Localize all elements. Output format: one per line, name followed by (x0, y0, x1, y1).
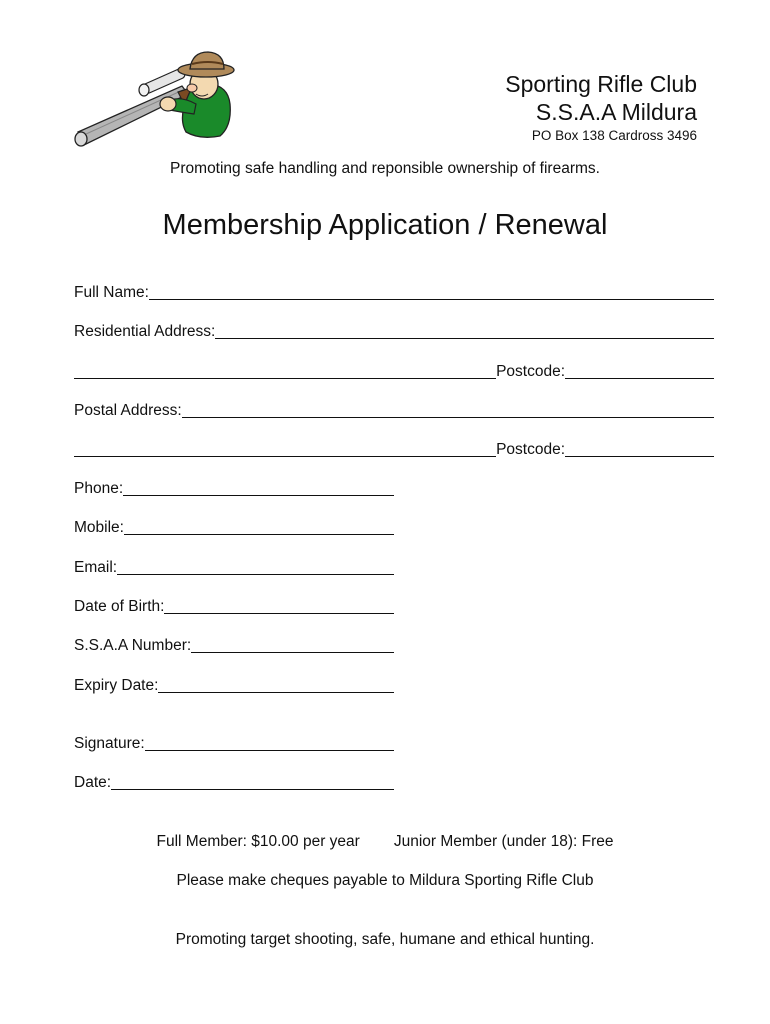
cheques-note: Please make cheques payable to Mildura Sporting Rifle Club (176, 872, 594, 889)
email-field[interactable] (117, 560, 394, 575)
residential-address-field[interactable] (215, 324, 714, 339)
email-label: Email: (74, 559, 118, 576)
mobile-row (74, 517, 394, 537)
postal-address-row (74, 400, 714, 420)
mobile-label: Mobile: (74, 519, 124, 536)
residential-postcode-field[interactable] (565, 364, 714, 379)
membership-fees (0, 833, 770, 851)
residential-postcode-row (74, 361, 714, 381)
rifleman-cartoon-icon (70, 48, 245, 156)
signature-row (74, 733, 394, 753)
tagline-top: Promoting safe handling and reponsible ownership of firearms. (170, 160, 600, 177)
residential-address-label: Residential Address: (74, 323, 216, 340)
full-member-fee: Full Member: $10.00 per year (156, 833, 360, 850)
full-name-row (74, 282, 714, 302)
postcode-label: Postcode: (496, 363, 565, 380)
dob-label: Date of Birth: (74, 598, 165, 615)
dob-row (74, 596, 394, 616)
date-label: Date: (74, 774, 112, 791)
expiry-date-field[interactable] (158, 678, 394, 693)
date-field[interactable] (111, 775, 394, 790)
signature-label: Signature: (74, 735, 145, 752)
signature-field[interactable] (145, 736, 394, 751)
postcode-label: Postcode: (496, 441, 565, 458)
postal-address-field[interactable] (182, 403, 714, 418)
full-name-label: Full Name: (74, 284, 149, 301)
postal-postcode-field[interactable] (565, 442, 714, 457)
email-row (74, 557, 394, 577)
tagline-bottom: Promoting target shooting, safe, humane and ethical hunting. (175, 931, 595, 948)
full-name-field[interactable] (149, 285, 714, 300)
mobile-field[interactable] (124, 520, 394, 535)
club-name: Sporting Rifle Club (505, 71, 697, 97)
form-title: Membership Application / Renewal (162, 209, 608, 241)
ssaa-number-label: S.S.A.A Number: (74, 637, 192, 654)
phone-row (74, 478, 394, 498)
phone-field[interactable] (123, 481, 394, 496)
club-branch: S.S.A.A Mildura (535, 99, 697, 125)
ssaa-number-field[interactable] (191, 638, 394, 653)
residential-address-row (74, 321, 714, 341)
club-postal-box: PO Box 138 Cardross 3496 (531, 128, 697, 143)
residential-address-line2-field[interactable] (74, 364, 496, 379)
postal-address-label: Postal Address: (74, 402, 182, 419)
postal-address-line2-field[interactable] (74, 442, 496, 457)
club-header (505, 70, 697, 145)
ssaa-number-row (74, 635, 394, 655)
postal-postcode-row (74, 439, 714, 459)
junior-member-fee: Junior Member (under 18): Free (393, 833, 614, 850)
expiry-date-row (74, 675, 394, 695)
phone-label: Phone: (74, 480, 124, 497)
date-row (74, 772, 394, 792)
expiry-date-label: Expiry Date: (74, 677, 159, 694)
dob-field[interactable] (164, 599, 394, 614)
